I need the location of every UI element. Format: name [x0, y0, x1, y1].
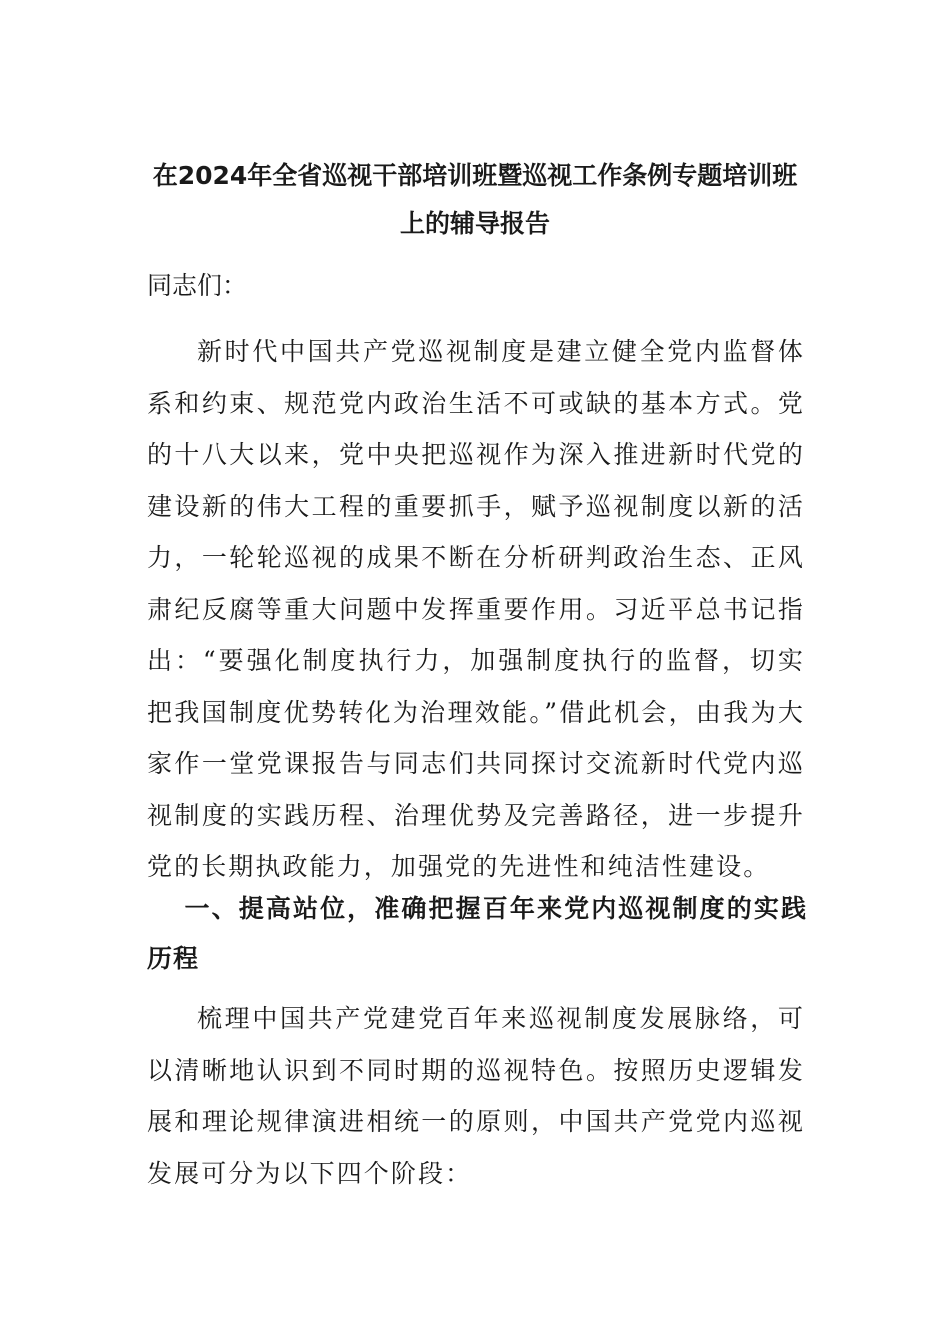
section-heading-1: 一、提高站位，准确把握百年来党内巡视制度的实践历程 — [147, 894, 807, 973]
title-line-1: 在2024年全省巡视干部培训班暨巡视工作条例专题培训班 — [152, 161, 798, 190]
intro-paragraph: 新时代中国共产党巡视制度是建立健全党内监督体系和约束、规范党内政治生活不可或缺的基本方式。党的十八大以来，党中央把巡视作为深入推进新时代党的建设新的伟大工程的重要抓手，赋予巡视制度以新的活力，一轮轮巡视的成果不断在分析研判政治生态、正风肃纪反腐等重大问题中发挥重要作用。习近平总书记指出：“要强化制度执行力，加强制度执行的监督，切实把我国制度优势转化为治理效能。”借此机会，由我为大家作一堂党课报告与同志们共同探讨交流新时代党内巡视制度的实践历程、治理优势及完善路径，进一步提升党的长期执政能力，加强党的先进性和纯洁性建设。 — [147, 337, 805, 881]
section-1-paragraph: 梳理中国共产党建党百年来巡视制度发展脉络，可以清晰地认识到不同时期的巡视特色。按照历史逻辑发展和理论规律演进相统一的原则，中国共产党党内巡视发展可分为以下四个阶段： — [147, 1004, 805, 1188]
salutation: 同志们： — [147, 271, 248, 300]
document-title — [140, 152, 810, 248]
title-line-2: 上的辅导报告 — [399, 209, 550, 238]
